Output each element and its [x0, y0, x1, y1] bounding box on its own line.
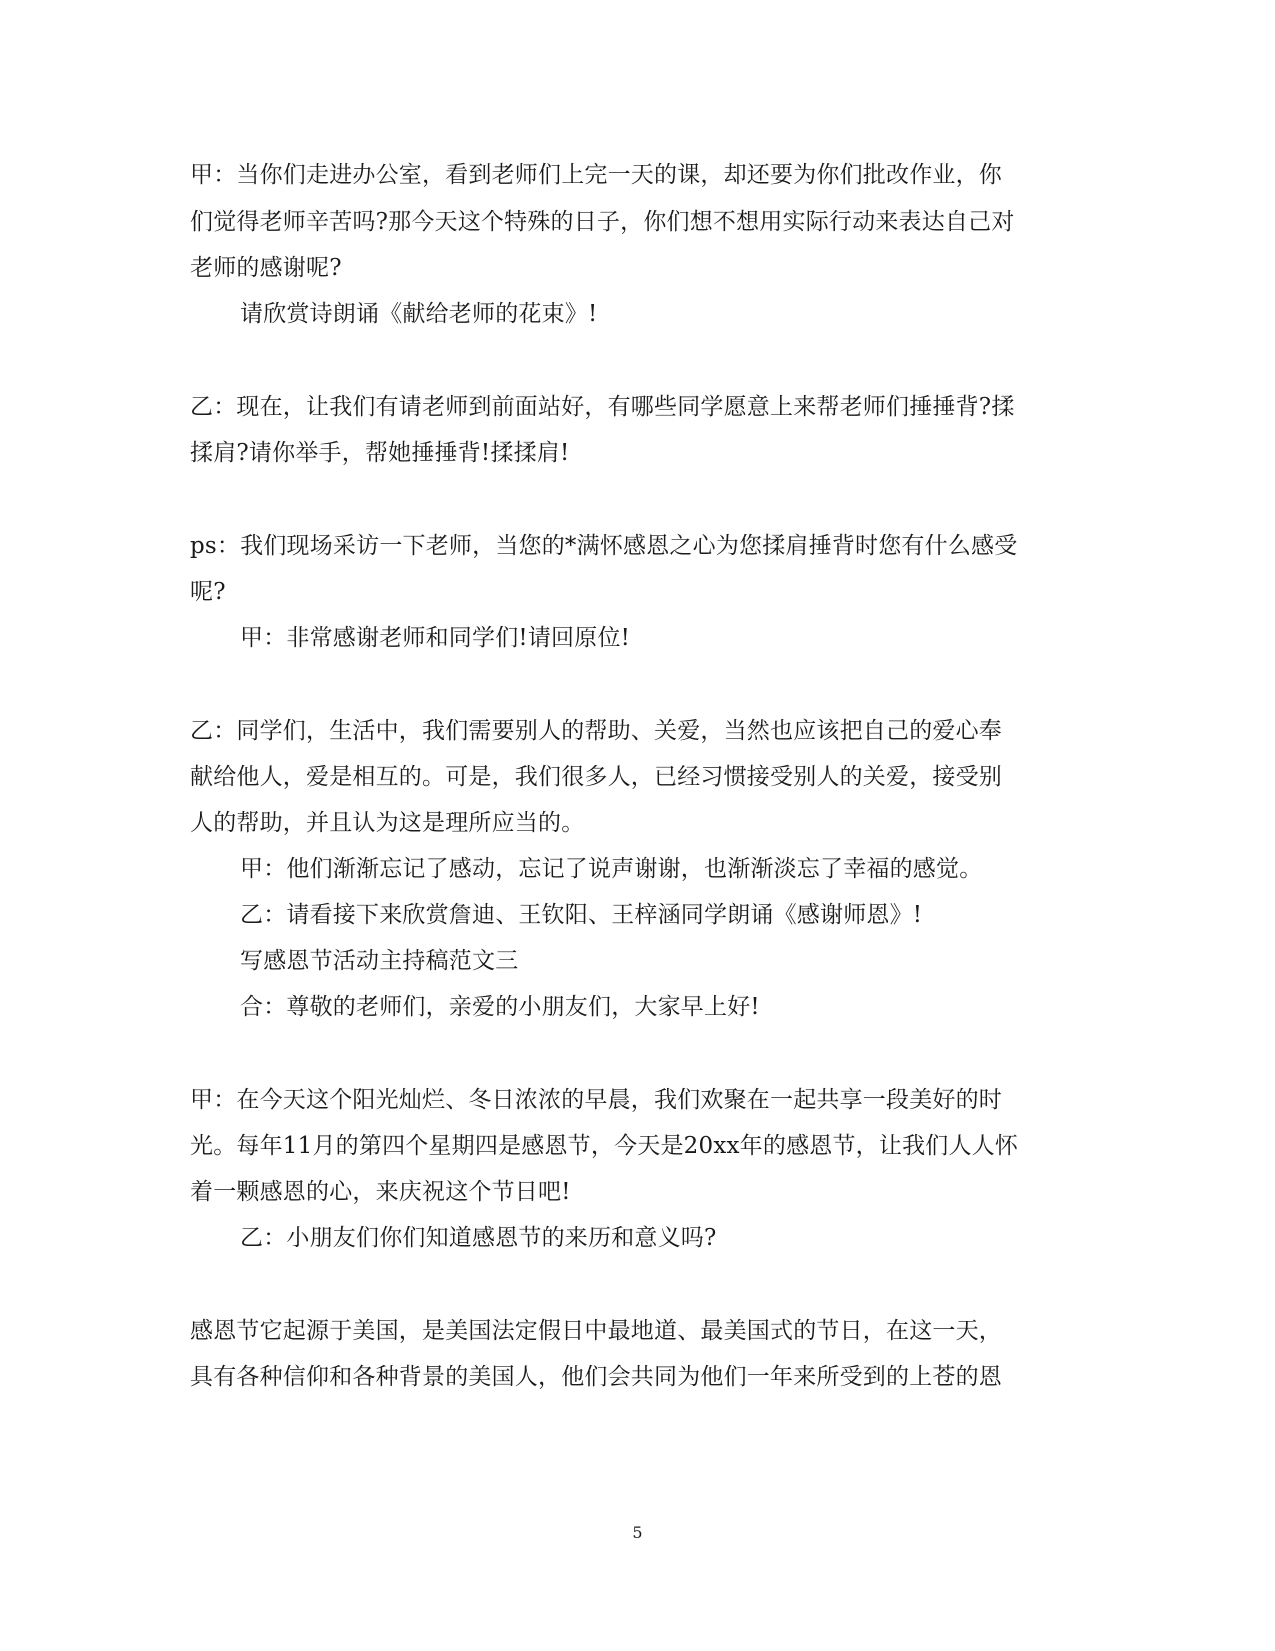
body-line: 们觉得老师辛苦吗?那今天这个特殊的日子，你们想不想用实际行动来表达自己对	[190, 209, 1015, 235]
body-line: 甲：他们渐渐忘记了感动，忘记了说声谢谢，也渐渐淡忘了幸福的感觉。	[240, 856, 983, 882]
body-line: 乙：同学们，生活中，我们需要别人的帮助、关爱，当然也应该把自己的爱心奉	[190, 718, 1002, 744]
body-line: 合：尊敬的老师们，亲爱的小朋友们，大家早上好!	[240, 994, 760, 1020]
body-line: 甲：当你们走进办公室，看到老师们上完一天的课，却还要为你们批改作业，你	[190, 162, 1002, 188]
body-line: 请欣赏诗朗诵《献给老师的花束》!	[240, 301, 598, 327]
page-number: 5	[632, 1523, 643, 1542]
body-line: 感恩节它起源于美国，是美国法定假日中最地道、最美国式的节日，在这一天，	[190, 1318, 1002, 1344]
body-line: 具有各种信仰和各种背景的美国人，他们会共同为他们一年来所受到的上苍的恩	[190, 1364, 1002, 1390]
body-line: 揉肩?请你举手，帮她捶捶背!揉揉肩!	[190, 440, 570, 466]
body-line: 光。每年11月的第四个星期四是感恩节，今天是20xx年的感恩节，让我们人人怀	[190, 1133, 1019, 1159]
body-line: 人的帮助，并且认为这是理所应当的。	[190, 810, 585, 836]
body-line: 乙：现在，让我们有请老师到前面站好，有哪些同学愿意上来帮老师们捶捶背?揉	[190, 394, 1015, 420]
body-line: 着一颗感恩的心，来庆祝这个节日吧!	[190, 1179, 571, 1205]
body-line: 献给他人，爱是相互的。可是，我们很多人，已经习惯接受别人的关爱，接受别	[190, 764, 1002, 790]
section-heading: 写感恩节活动主持稿范文三	[240, 948, 519, 974]
body-line: 老师的感谢呢?	[190, 255, 342, 281]
body-line: 呢?	[190, 579, 226, 605]
body-line: 甲：非常感谢老师和同学们!请回原位!	[240, 625, 631, 651]
body-line: 乙：请看接下来欣赏詹迪、王钦阳、王梓涵同学朗诵《感谢师恩》!	[240, 902, 923, 928]
body-line: ps：我们现场采访一下老师，当您的*满怀感恩之心为您揉肩捶背时您有什么感受	[190, 533, 1018, 559]
body-line: 乙：小朋友们你们知道感恩节的来历和意义吗?	[240, 1225, 717, 1251]
body-line: 甲：在今天这个阳光灿烂、冬日浓浓的早晨，我们欢聚在一起共享一段美好的时	[190, 1087, 1002, 1113]
